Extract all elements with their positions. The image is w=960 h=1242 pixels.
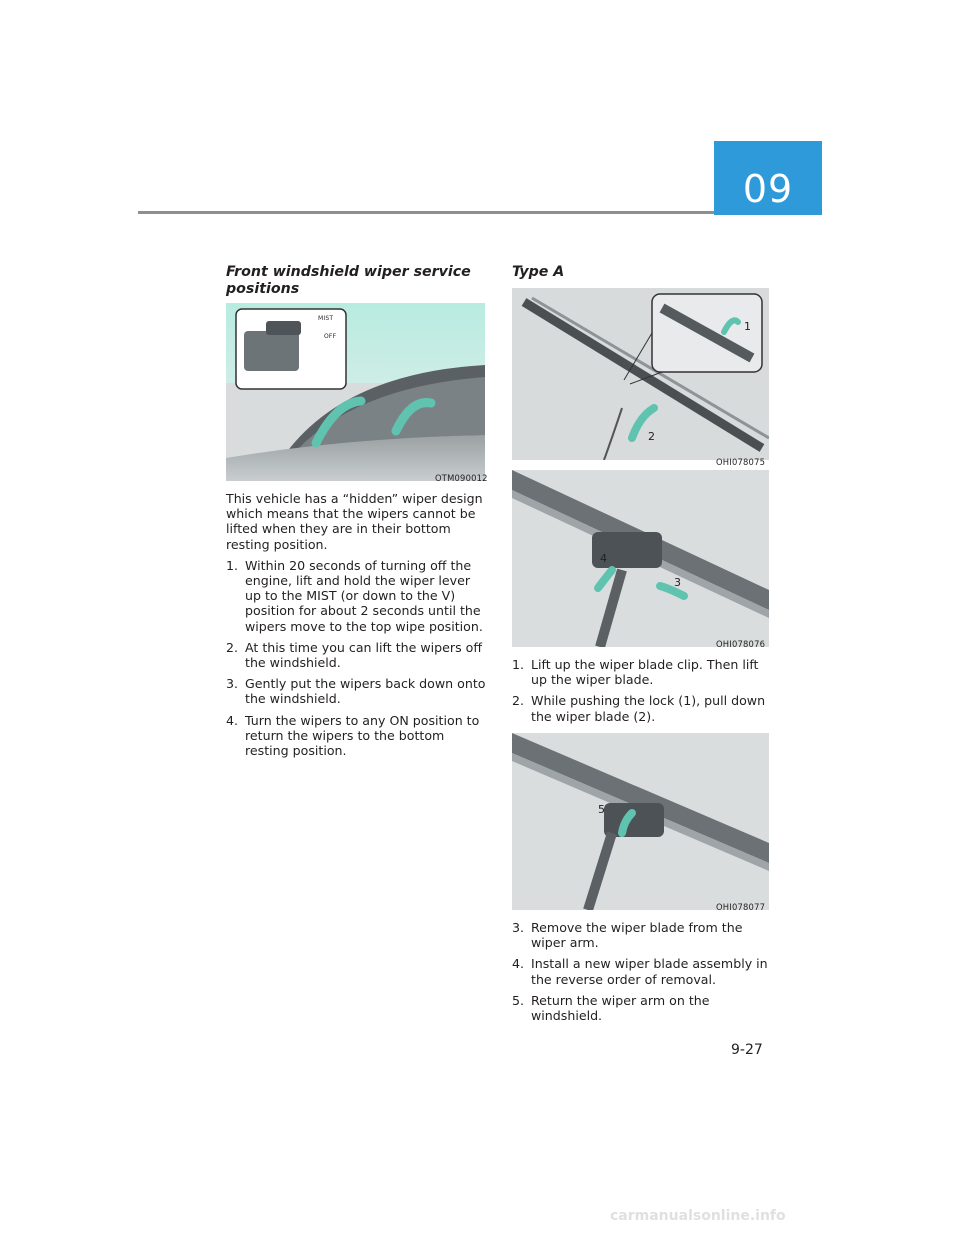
wiper-blade-figure-2 xyxy=(512,470,769,647)
header-rule xyxy=(138,211,714,214)
list-item xyxy=(226,640,488,670)
step-number: 4. xyxy=(226,712,239,728)
step-text: Install a new wiper blade assembly in the reverse order of removal. xyxy=(531,956,768,987)
step-text: Remove the wiper blade from the wiper arm. xyxy=(531,920,743,951)
figure-caption: OHI078077 xyxy=(716,902,766,912)
list-item xyxy=(512,657,769,687)
step-number: 1. xyxy=(226,557,239,573)
right-body-a xyxy=(512,651,769,724)
step-text: Return the wiper arm on the windshield. xyxy=(531,992,710,1024)
callout-2: 2 xyxy=(648,430,656,443)
callout-1: 1 xyxy=(744,320,752,333)
step-number: 2. xyxy=(512,693,525,709)
list-item xyxy=(512,920,769,950)
figure-caption: OHI078075 xyxy=(716,457,766,467)
step-text: Turn the wipers to any ON position to return the wipers to the bottom resting position. xyxy=(245,712,480,759)
blade-lock-illustration xyxy=(512,470,769,647)
windshield-figure xyxy=(226,303,485,481)
figure-caption: OHI078076 xyxy=(716,639,766,649)
blade-steps-list xyxy=(512,657,769,724)
off-label: OFF xyxy=(324,333,337,340)
step-number: 1. xyxy=(512,657,525,672)
blade-lift-illustration xyxy=(512,288,769,460)
intro-paragraph: This vehicle has a “hidden” wiper design which means that the wipers cannot be lifted when they are in their bottom resting position. xyxy=(226,491,483,552)
figure-caption: OTM090012 xyxy=(435,473,488,483)
service-steps-list xyxy=(226,558,488,758)
left-body xyxy=(226,491,488,758)
step-text: At this time you can lift the wipers off the windshield. xyxy=(245,639,483,671)
step-text: Gently put the wipers back down onto the windshield. xyxy=(245,676,486,707)
section-heading: Front windshield wiper service positions xyxy=(226,264,471,297)
callout-5: 5 xyxy=(598,803,606,816)
right-column xyxy=(512,264,769,281)
list-item xyxy=(226,676,488,706)
blade-remove-illustration xyxy=(512,733,769,910)
step-number: 2. xyxy=(226,639,239,655)
callout-3: 3 xyxy=(674,576,682,589)
watermark: carmanualsonline.info xyxy=(610,1208,786,1224)
list-item xyxy=(226,558,488,634)
wiper-lever-illustration xyxy=(226,303,485,481)
wiper-blade-figure-3 xyxy=(512,733,769,910)
step-number: 5. xyxy=(512,992,525,1008)
list-item xyxy=(512,993,769,1023)
page-number: 9-27 xyxy=(731,1042,763,1058)
list-item xyxy=(512,693,769,723)
list-item xyxy=(512,956,769,986)
left-column xyxy=(226,264,485,298)
wiper-blade-figure-1 xyxy=(512,288,769,460)
step-text: Within 20 seconds of turning off the engine, lift and hold the wiper lever up to the MIST (or down to the V) position for about 2 seconds until the wipers move to the top wipe position. xyxy=(245,557,483,634)
step-number: 3. xyxy=(512,920,525,935)
chapter-tab: 09 xyxy=(714,141,822,215)
callout-4: 4 xyxy=(600,552,608,565)
list-item xyxy=(226,713,488,759)
right-body-b xyxy=(512,914,769,1023)
step-number: 4. xyxy=(512,956,525,972)
type-heading: Type A xyxy=(512,264,565,280)
install-steps-list xyxy=(512,920,769,1023)
step-number: 3. xyxy=(226,676,239,692)
step-text: While pushing the lock (1), pull down the wiper blade (2). xyxy=(531,693,766,724)
mist-label: MIST xyxy=(318,315,334,322)
step-text: Lift up the wiper blade clip. Then lift up the wiper blade. xyxy=(531,657,759,688)
